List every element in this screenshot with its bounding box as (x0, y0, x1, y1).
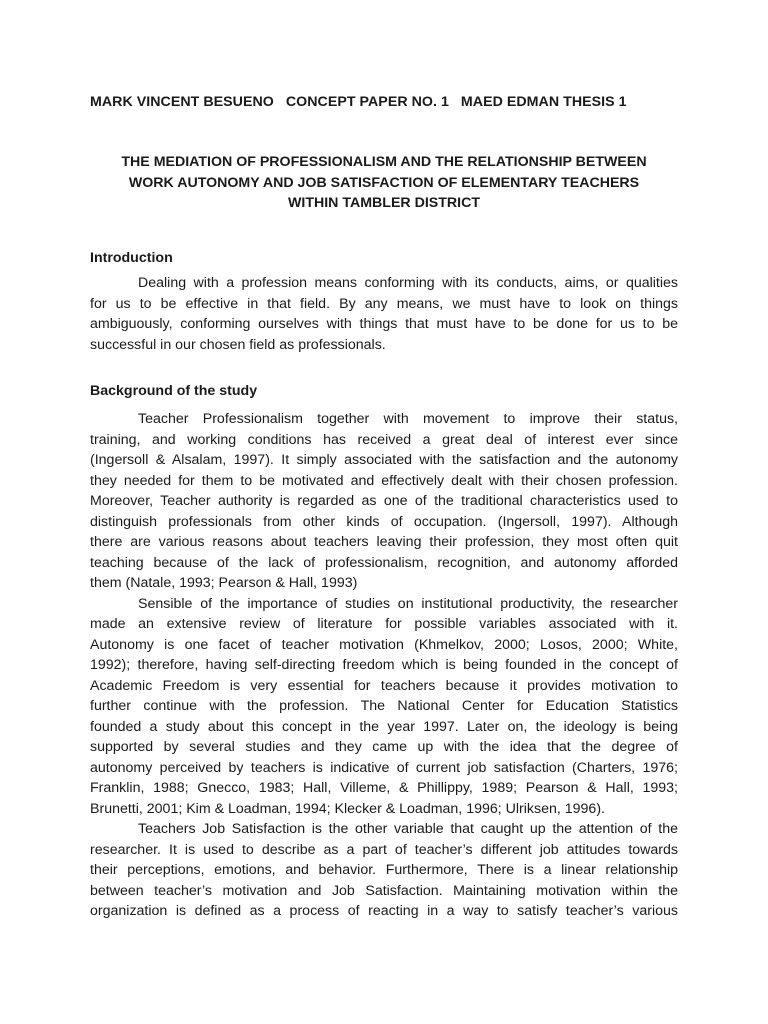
text-line: 1992); therefore, having self-directing freedom which is being founded in the concept of (90, 657, 678, 673)
text-line: there are various reasons about teachers leaving their profession, they most often quit (90, 534, 678, 550)
background-heading: Background of the study (90, 383, 258, 399)
text-line: autonomy perceived by teachers is indicative of current job satisfaction (Charters, 1976; (90, 759, 678, 776)
text-line: Teachers Job Satisfaction is the other variable that caught up the attention of the (138, 821, 678, 837)
text-line: Teacher Professionalism together with movement to improve their status, (138, 411, 678, 427)
text-line: (Ingersoll & Alsalam, 1997). It simply associated with the satisfaction and the autonomy (90, 452, 678, 468)
text-line: organization is defined as a process of reacting in a way to satisfy teacher’s various (90, 903, 678, 919)
text-line: for us to be effective in that field. By any means, we must have to look on things (90, 295, 678, 312)
text-line: between teacher’s motivation and Job Satisfaction. Maintaining motivation within the (90, 882, 678, 899)
text-line: Brunetti, 2001; Kim & Loadman, 1994; Klecker & Loadman, 1996; Ulriksen, 1996). (90, 800, 605, 817)
text-line: researcher. It is used to describe as a part of teacher’s different job attitudes towards (90, 841, 678, 858)
introduction-paragraph (90, 273, 678, 355)
text-line: successful in our chosen field as professionals. (90, 336, 386, 353)
text-line: Franklin, 1988; Gnecco, 1983; Hall, Villeme, & Phillippy, 1989; Pearson & Hall, 1993; (90, 780, 678, 796)
background-paragraphs (90, 409, 678, 922)
paper-title (90, 152, 678, 214)
text-line: them (Natale, 1993; Pearson & Hall, 1993) (90, 575, 358, 591)
text-line: they needed for them to be motivated and effectively dealt with their chosen profession. (90, 472, 678, 489)
text-line: supported by several studies and they came up with the idea that the degree of (90, 739, 678, 755)
paper-title-line: WITHIN TAMBLER DISTRICT (287, 195, 481, 211)
text-line: founded a study about this concept in the year 1997. Later on, the ideology is being (90, 718, 678, 735)
text-line: Moreover, Teacher authority is regarded as one of the traditional characteristics used to (90, 493, 678, 509)
introduction-heading: Introduction (90, 250, 173, 266)
text-line: teaching because of the lack of professionalism, recognition, and autonomy afforded (90, 554, 678, 571)
paper-title-line: THE MEDIATION OF PROFESSIONALISM AND THE RELATIONSHIP BETWEEN (121, 154, 647, 170)
text-line: Academic Freedom is very essential for teachers because it provides motivation to (90, 677, 678, 694)
text-line: Sensible of the importance of studies on institutional productivity, the researcher (138, 595, 678, 612)
text-line: made an extensive review of literature for possible variables associated with it. (90, 616, 678, 632)
text-line: Autonomy is one facet of teacher motivation (Khmelkov, 2000; Losos, 2000; White, (90, 636, 678, 653)
text-line: training, and working conditions has received a great deal of interest ever since (90, 431, 678, 448)
text-line: Dealing with a profession means conforming with its conducts, aims, or qualities (138, 275, 678, 291)
text-line: distinguish professionals from other kinds of occupation. (Ingersoll, 1997). Although (90, 513, 678, 530)
text-line: their perceptions, emotions, and behavior. Furthermore, There is a linear relationship (90, 862, 678, 878)
text-line: ambiguously, conforming ourselves with things that must have to be done for us to be (90, 316, 678, 332)
paper-title-line: WORK AUTONOMY AND JOB SATISFACTION OF ELEMENTARY TEACHERS (128, 174, 640, 191)
text-line: further continue with the profession. The National Center for Education Statistics (90, 698, 678, 714)
document-header: MARK VINCENT BESUENO CONCEPT PAPER NO. 1 MAED EDMAN THESIS 1 (90, 94, 627, 110)
